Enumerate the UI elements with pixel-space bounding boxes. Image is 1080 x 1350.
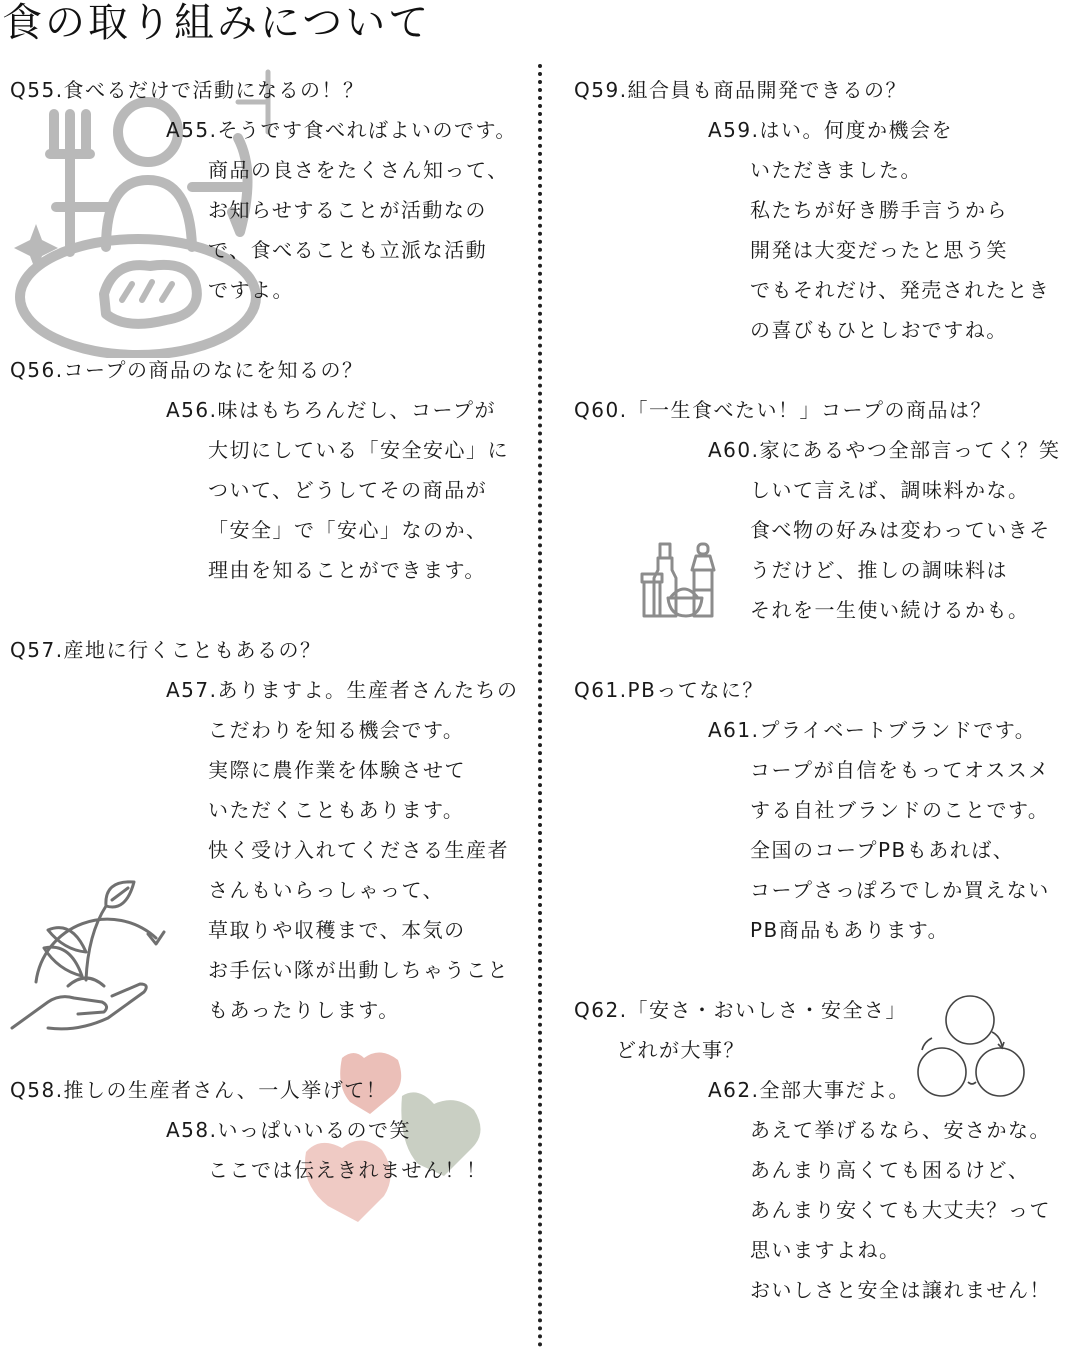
answer-line: さんもいらっしゃって、 xyxy=(208,878,445,902)
answer-line: でもそれだけ、発売されたとき xyxy=(750,278,1051,302)
answer-line: A56.味はもちろんだし、コープが xyxy=(166,398,496,422)
answer-line: 食べ物の好みは変わっていきそ xyxy=(750,518,1051,542)
answer-line: 全国のコープPBもあれば、 xyxy=(750,838,1015,862)
question-58: Q58.推しの生産者さん、一人挙げて！ xyxy=(10,1078,388,1102)
answer-line: 「安全」で「安心」なのか、 xyxy=(208,518,488,542)
question-61: Q61.PBってなに？ xyxy=(574,678,764,702)
answer-line: もあったりします。 xyxy=(208,998,400,1022)
answer-61 xyxy=(708,710,1050,950)
answer-line: 理由を知ることができます。 xyxy=(208,558,486,582)
answer-line: あんまり安くても大丈夫？って xyxy=(750,1198,1051,1222)
answer-line: 開発は大変だったと思う笑 xyxy=(750,238,1008,262)
answer-line: A59.はい。何度か機会を xyxy=(708,118,953,142)
answer-line: あえて挙げるなら、安さかな。 xyxy=(750,1118,1051,1142)
answer-line: 大切にしている「安全安心」に xyxy=(208,438,509,462)
answer-line: する自社ブランドのことです。 xyxy=(750,798,1050,822)
answer-line: A62.全部大事だよ。 xyxy=(708,1078,910,1102)
answer-59 xyxy=(708,110,1050,350)
question-55: Q55.食べるだけで活動になるの！？ xyxy=(10,78,365,102)
question-60: Q60.「一生食べたい！」コープの商品は？ xyxy=(574,398,993,422)
answer-line: A60.家にあるやつ全部言ってく？笑 xyxy=(708,438,1061,462)
answer-line: で、食べることも立派な活動 xyxy=(208,238,488,262)
answer-line: 商品の良さをたくさん知って、 xyxy=(208,158,509,182)
answer-line: おいしさと安全は譲れません！ xyxy=(750,1278,1051,1302)
column-divider xyxy=(538,64,542,1348)
answer-line: A58.いっぱいいるので笑 xyxy=(166,1118,411,1142)
question-57: Q57.産地に行くこともあるの？ xyxy=(10,638,322,662)
question-62 xyxy=(574,996,907,1064)
answer-line: 私たちが好き勝手言うから xyxy=(750,198,1008,222)
answer-line: いただきました。 xyxy=(750,158,922,182)
answer-line: うだけど、推しの調味料は xyxy=(750,558,1008,582)
answer-62 xyxy=(708,1070,1051,1310)
answer-line: コープさっぽろでしか買えない xyxy=(750,878,1050,902)
question-56: Q56.コープの商品のなにを知るの？ xyxy=(10,358,364,382)
answer-line: ここでは伝えきれません！！ xyxy=(208,1158,488,1182)
answer-line: A55.そうです食べればよいのです。 xyxy=(166,118,517,142)
answer-line: 実際に農作業を体験させて xyxy=(208,758,466,782)
page-title: 食の取り組みについて xyxy=(2,0,432,46)
answer-line: こだわりを知る機会です。 xyxy=(208,718,465,742)
answer-58 xyxy=(166,1110,488,1190)
answer-60 xyxy=(708,430,1061,630)
answer-line: コープが自信をもってオススメ xyxy=(750,758,1050,782)
answer-57 xyxy=(166,670,519,1030)
answer-line: あんまり高くても困るけど、 xyxy=(750,1158,1030,1182)
answer-line: A61.プライベートブランドです。 xyxy=(708,718,1037,742)
answer-line: しいて言えば、調味料かな。 xyxy=(750,478,1030,502)
question-59: Q59.組合員も商品開発できるの？ xyxy=(574,78,908,102)
answer-56 xyxy=(166,390,509,590)
answer-line: ですよ。 xyxy=(208,278,294,302)
answer-line: いただくこともあります。 xyxy=(208,798,465,822)
answer-line: 草取りや収穫まで、本気の xyxy=(208,918,466,942)
answer-55 xyxy=(166,110,517,310)
question-62-line-1: Q62.「安さ・おいしさ・安全さ」 xyxy=(574,998,908,1022)
answer-line: ついて、どうしてその商品が xyxy=(208,478,488,502)
answer-line: お手伝い隊が出動しちゃうこと xyxy=(208,958,509,982)
sprout-hand-icon xyxy=(8,852,168,1042)
answer-line: の喜びもひとしおですね。 xyxy=(750,318,1008,342)
answer-line: A57.ありますよ。生産者さんたちの xyxy=(166,678,519,702)
answer-line: お知らせすることが活動なの xyxy=(208,198,487,222)
answer-line: PB商品もあります。 xyxy=(750,918,950,942)
question-62-line-2: どれが大事？ xyxy=(616,1038,745,1062)
answer-line: 快く受け入れてくださる生産者 xyxy=(208,838,509,862)
answer-line: それを一生使い続けるかも。 xyxy=(750,598,1030,622)
answer-line: 思いますよね。 xyxy=(750,1238,901,1262)
